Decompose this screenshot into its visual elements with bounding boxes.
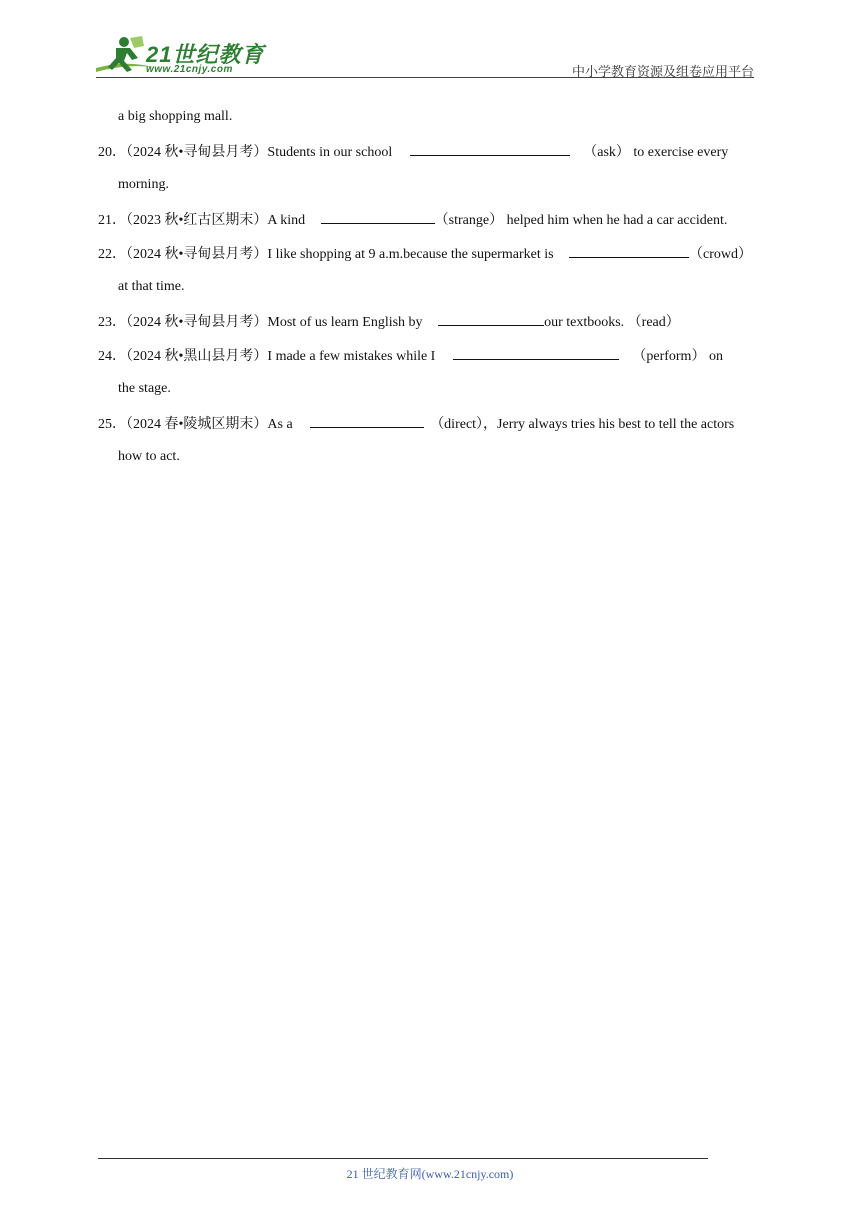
question-text: As a	[267, 417, 293, 432]
question-continuation: the stage.	[118, 381, 171, 396]
question-text: （ask） to exercise every	[583, 145, 729, 160]
question-text: （strange） helped him when he had a car accident.	[434, 213, 728, 228]
question-text: our textbooks. （read）	[544, 315, 680, 330]
question-text: （perform） on	[632, 349, 723, 364]
header-platform-text: 中小学教育资源及组卷应用平台	[571, 64, 754, 79]
question-text: Most of us learn English by	[267, 315, 423, 330]
question-source: （2024 春•陵城区期末）	[126, 417, 268, 432]
question-number: 25．	[98, 417, 126, 432]
question-text: A kind	[267, 213, 306, 228]
question-20	[98, 142, 728, 161]
question-22	[98, 244, 752, 263]
question-number: 22．	[98, 247, 126, 262]
answer-blank[interactable]	[453, 346, 619, 360]
question-number: 23．	[98, 315, 126, 330]
question-25	[98, 414, 734, 433]
answer-blank[interactable]	[438, 312, 544, 326]
question-text: Students in our school	[267, 145, 393, 160]
answer-blank[interactable]	[410, 142, 570, 156]
answer-blank[interactable]	[321, 210, 435, 224]
question-text: I like shopping at 9 a.m.because the supermarket is	[267, 247, 554, 262]
question-number: 21．	[98, 213, 126, 228]
question-continuation: a big shopping mall.	[118, 109, 233, 124]
header-divider	[96, 77, 754, 78]
question-number: 20．	[98, 145, 126, 160]
question-text: （direct），Jerry always tries his best to tell the actors	[430, 417, 735, 432]
question-continuation: at that time.	[118, 279, 185, 294]
answer-blank[interactable]	[310, 414, 424, 428]
question-number: 24．	[98, 349, 126, 364]
question-21	[98, 210, 727, 229]
question-23	[98, 312, 680, 331]
question-source: （2024 秋•寻甸县月考）	[126, 145, 268, 160]
page-header	[0, 0, 860, 80]
question-continuation: morning.	[118, 177, 169, 192]
question-source: （2024 秋•寻甸县月考）	[126, 247, 268, 262]
question-source: （2023 秋•红古区期末）	[126, 213, 268, 228]
question-source: （2024 秋•黑山县月考）	[126, 349, 268, 364]
answer-blank[interactable]	[569, 244, 689, 258]
question-24	[98, 346, 723, 365]
footer-divider	[98, 1158, 708, 1159]
question-source: （2024 秋•寻甸县月考）	[126, 315, 268, 330]
page-footer: 21 世纪教育网(www.21cnjy.com)	[346, 1167, 514, 1181]
logo-url: www.21cnjy.com	[146, 64, 233, 75]
logo-text: 21世纪教育	[146, 42, 265, 67]
question-text: （crowd）	[689, 247, 753, 262]
question-text: I made a few mistakes while I	[267, 349, 436, 364]
question-continuation: how to act.	[118, 449, 180, 464]
